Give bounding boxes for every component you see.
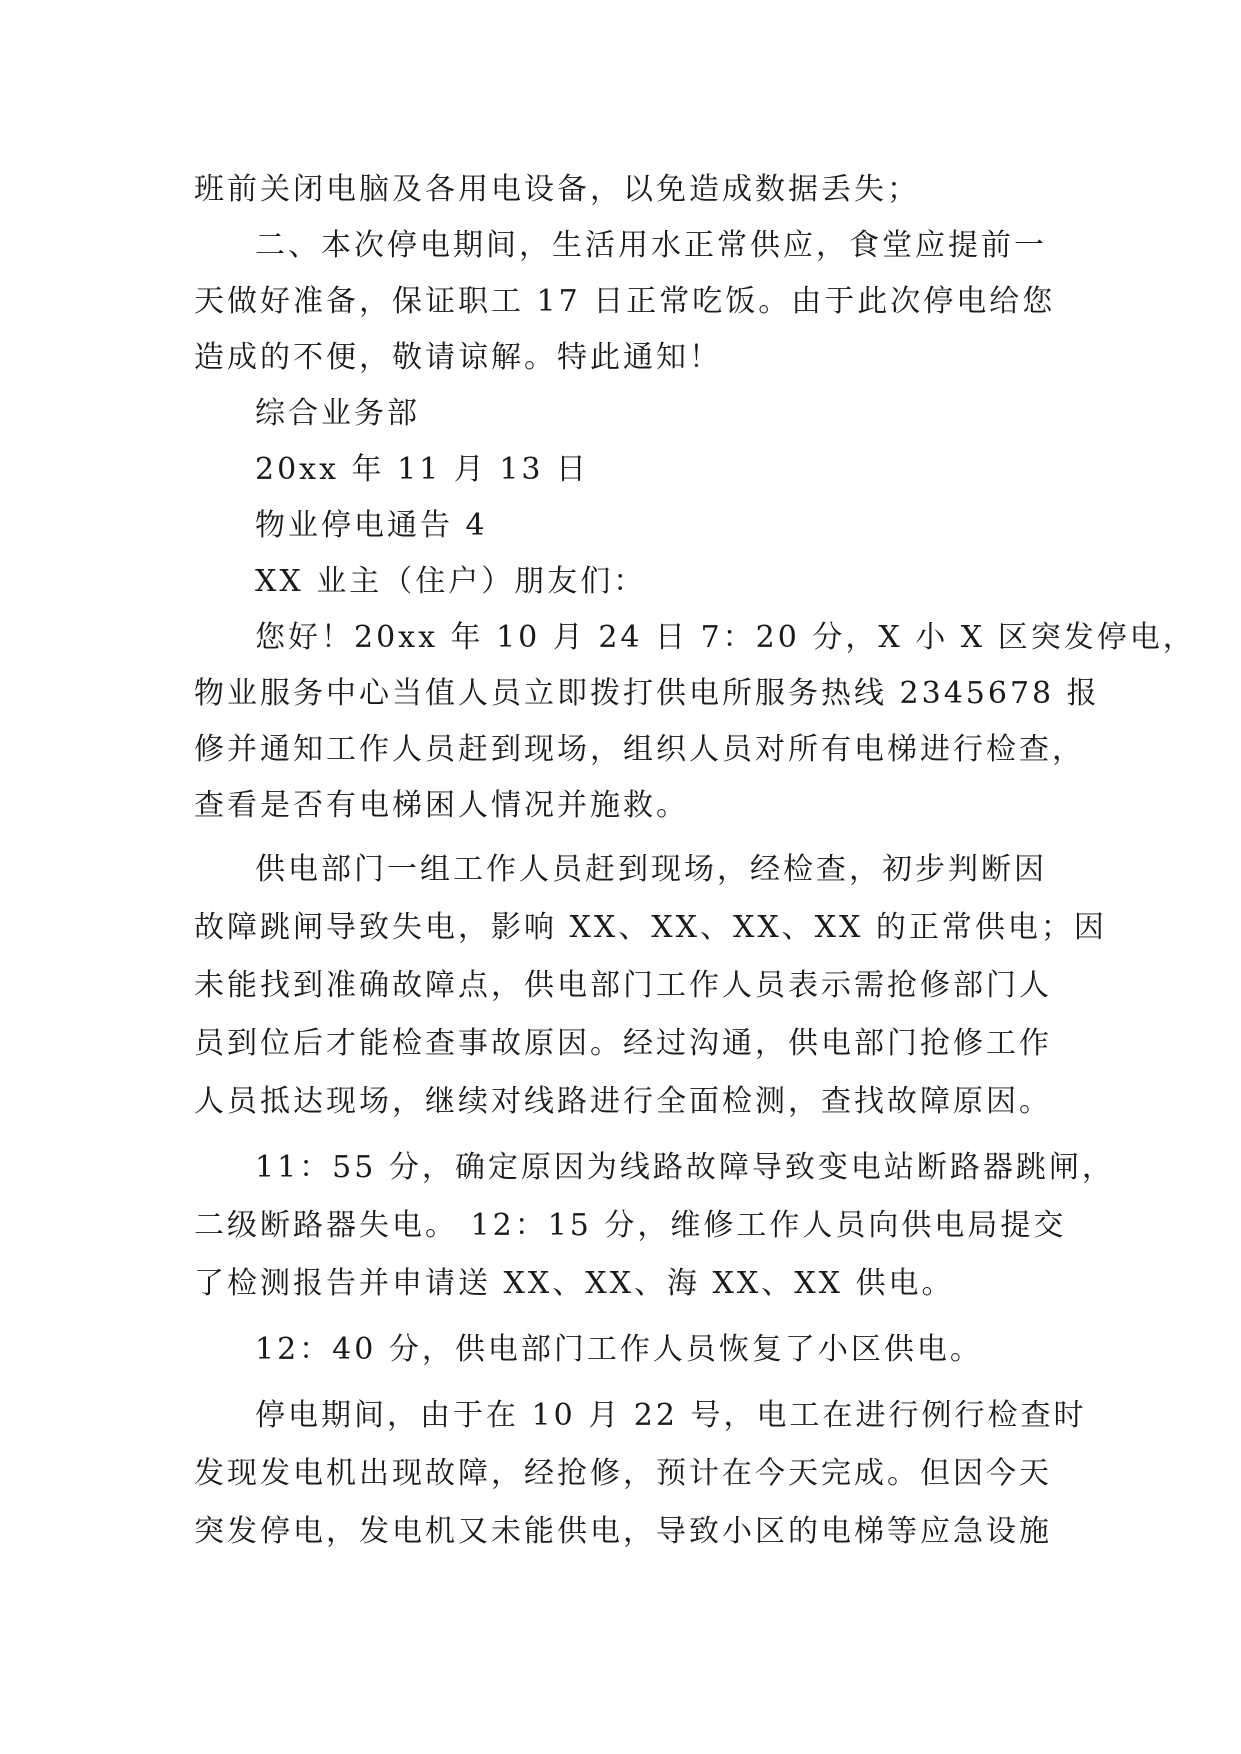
text-line: 员到位后才能检查事故原因。经过沟通，供电部门抢修工作: [194, 1026, 1052, 1061]
text-line: 造成的不便，敬请谅解。特此通知！: [194, 340, 722, 375]
text-line: 班前关闭电脑及各用电设备，以免造成数据丢失；: [194, 172, 920, 207]
text-line: 12：40 分，供电部门工作人员恢复了小区供电。: [255, 1332, 983, 1367]
text-line: 未能找到准确故障点，供电部门工作人员表示需抢修部门人: [194, 968, 1052, 1003]
text-line: 修并通知工作人员赶到现场，组织人员对所有电梯进行检查，: [194, 732, 1085, 767]
text-line: 11：55 分，确定原因为线路故障导致变电站断路器跳闸，: [255, 1150, 1115, 1185]
text-line: 突发停电，发电机又未能供电，导致小区的电梯等应急设施: [194, 1514, 1052, 1549]
text-line: 物业服务中心当值人员立即拨打供电所服务热线 2345678 报: [194, 676, 1100, 711]
signature-date: 20xx 年 11 月 13 日: [255, 452, 590, 487]
notice-title: 物业停电通告 4: [255, 508, 488, 543]
text-line: 查看是否有电梯困人情况并施救。: [194, 788, 689, 823]
text-line: 发现发电机出现故障，经抢修，预计在今天完成。但因今天: [194, 1456, 1052, 1491]
text-line: 二、本次停电期间，生活用水正常供应，食堂应提前一: [255, 228, 1047, 263]
text-line: 天做好准备，保证职工 17 日正常吃饭。由于此次停电给您: [194, 284, 1056, 319]
text-line: 人员抵达现场，继续对线路进行全面检测，查找故障原因。: [194, 1084, 1052, 1119]
signature-department: 综合业务部: [255, 396, 420, 431]
text-line: 供电部门一组工作人员赶到现场，经检查，初步判断因: [255, 852, 1047, 887]
text-line: 您好！20xx 年 10 月 24 日 7：20 分，X 小 X 区突发停电，: [255, 620, 1196, 655]
text-line: 二级断路器失电。 12：15 分，维修工作人员向供电局提交: [194, 1208, 1067, 1243]
text-line: 故障跳闸导致失电，影响 XX、XX、XX、XX 的正常供电；因: [194, 910, 1107, 945]
salutation: XX 业主（住户）朋友们：: [255, 564, 647, 599]
text-line: 了检测报告并申请送 XX、XX、海 XX、XX 供电。: [194, 1266, 955, 1301]
text-line: 停电期间，由于在 10 月 22 号，电工在进行例行检查时: [255, 1398, 1087, 1433]
